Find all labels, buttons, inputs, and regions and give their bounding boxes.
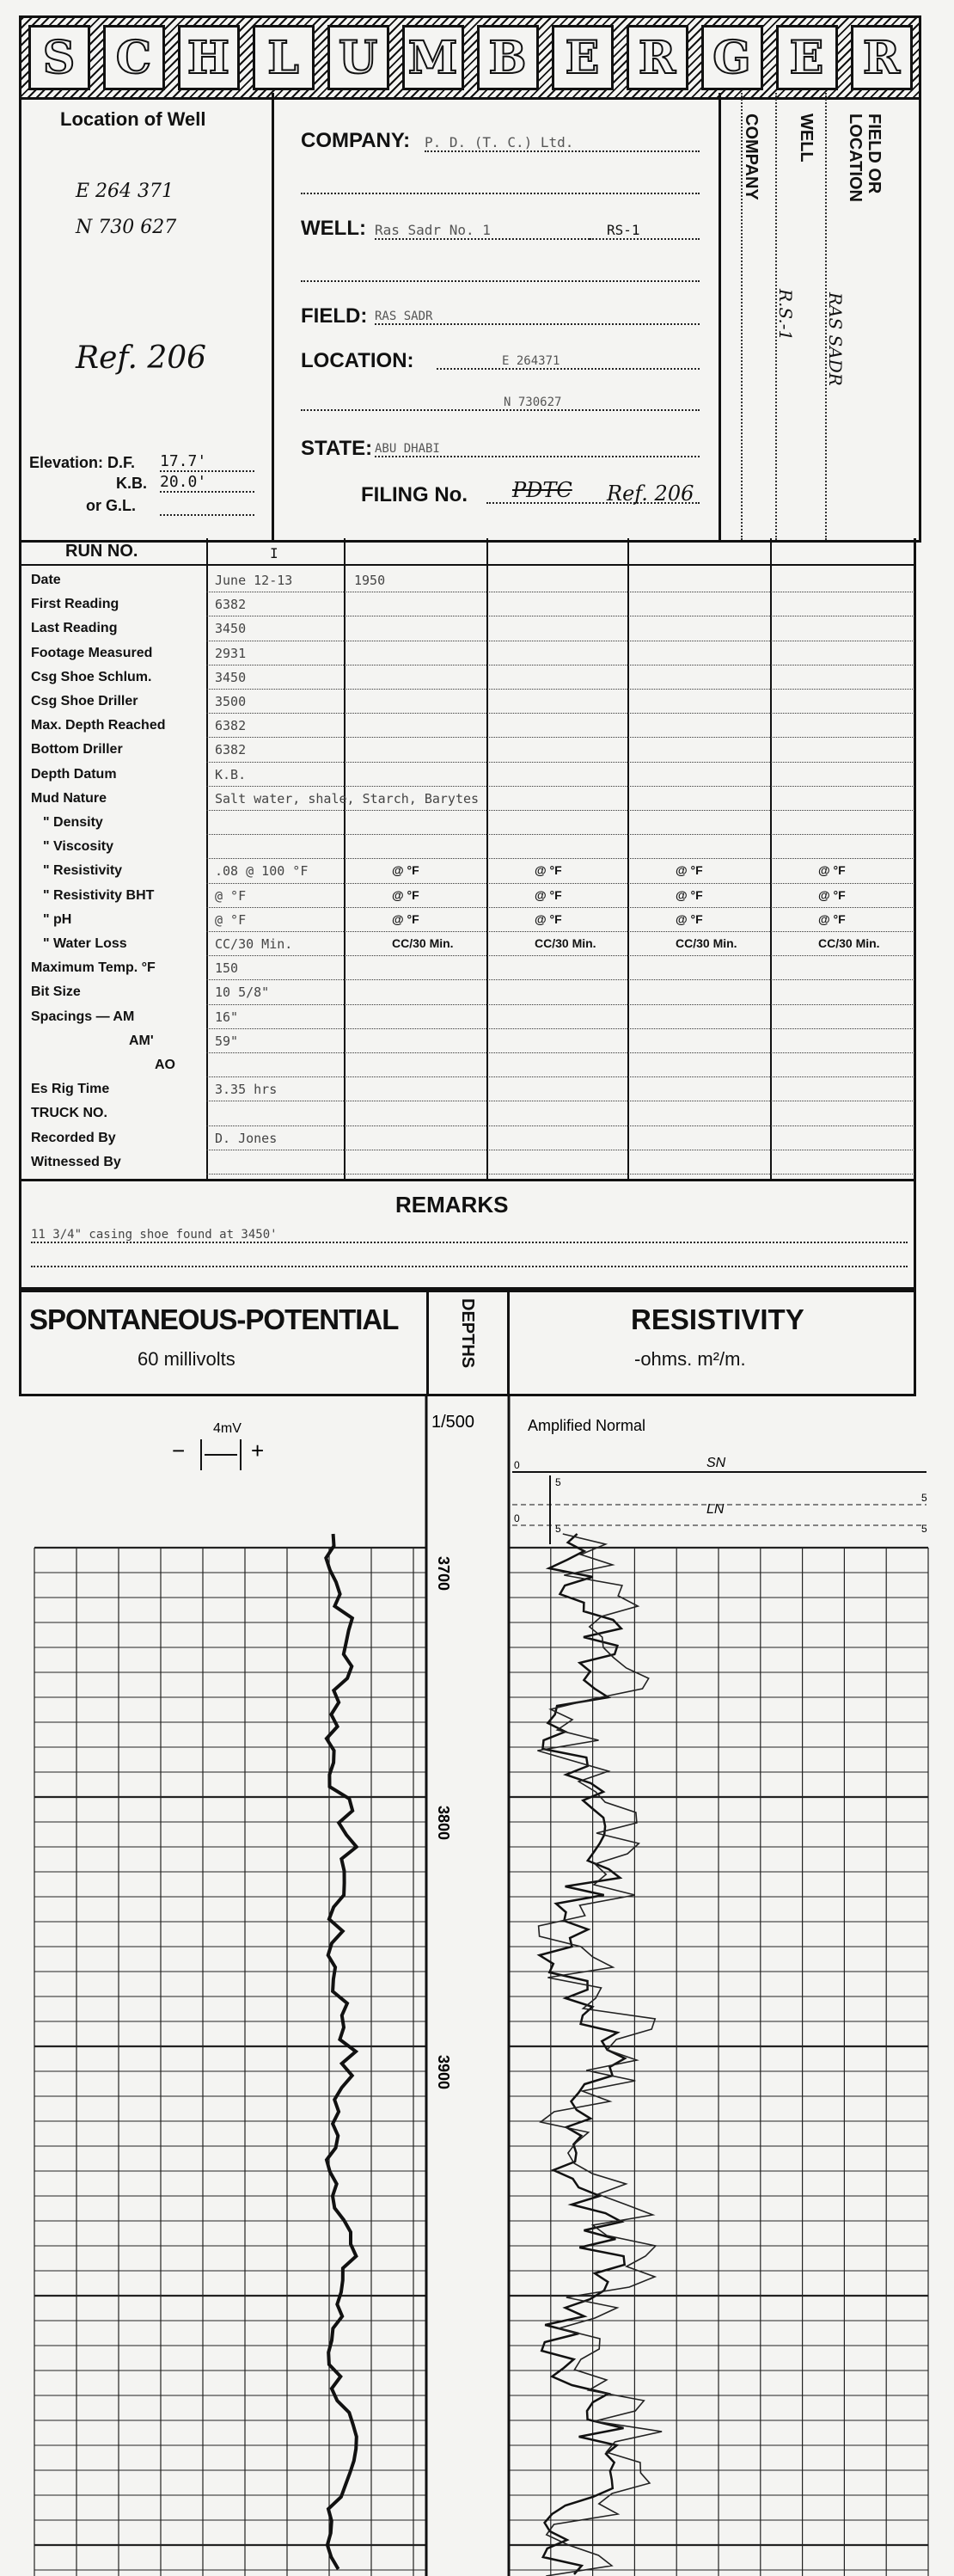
depths-title: DEPTHS xyxy=(458,1298,477,1369)
run-row-value: .08 @ 100 °F xyxy=(215,863,309,880)
coord-e: E 264 371 xyxy=(76,181,174,202)
well-value: Ras Sadr No. 1 xyxy=(375,222,590,240)
run-row-value: 6382 xyxy=(215,742,247,758)
sn-left: 0 xyxy=(514,1459,520,1471)
coord-n: N 730 627 xyxy=(76,217,177,238)
brand-banner xyxy=(19,15,921,100)
run-row-value: 3450 xyxy=(215,621,247,637)
elevation-kb: 20.0' xyxy=(160,473,254,493)
run-row-label: " Water Loss xyxy=(43,936,127,951)
well-label: WELL: xyxy=(301,217,366,240)
depth-label: 3700 xyxy=(435,1556,452,1592)
run-row-value: @ °F xyxy=(215,887,247,904)
brand-letter: B xyxy=(477,25,539,90)
brand-name xyxy=(21,18,919,97)
run-empty-cell: CC/30 Min. xyxy=(676,936,737,950)
sn-label: SN xyxy=(706,1456,726,1470)
run-row-label: " pH xyxy=(43,911,72,927)
run-row-label: " Resistivity BHT xyxy=(43,887,155,903)
depth-label: 3900 xyxy=(435,2055,452,2090)
sp-minus: − xyxy=(172,1438,186,1463)
run-row-label: First Reading xyxy=(31,597,119,612)
run-row-label: Recorded By xyxy=(31,1130,116,1145)
run-row-extra: 1950 xyxy=(354,573,386,588)
field-label: FIELD: xyxy=(301,304,368,328)
run-row-value: K.B. xyxy=(215,766,247,782)
run-empty-cell: @ °F xyxy=(818,887,846,902)
location-value-1: E 264371 xyxy=(437,354,700,370)
run-empty-cell: @ °F xyxy=(818,863,846,878)
run-row-value: 16" xyxy=(215,1009,239,1025)
log-grid xyxy=(34,1548,928,2576)
run-row-value: June 12-13 xyxy=(215,573,293,588)
company-value: P. D. (T. C.) Ltd. xyxy=(425,134,700,152)
run-row-label: " Resistivity xyxy=(43,863,123,879)
brand-letter: R xyxy=(851,25,913,90)
curve-title: Amplified Normal xyxy=(528,1417,646,1434)
run-row-label: Spacings — AM xyxy=(31,1009,135,1024)
run-empty-cell: @ °F xyxy=(392,863,419,878)
run-empty-cell: CC/30 Min. xyxy=(535,936,596,950)
run-row-label: Es Rig Time xyxy=(31,1082,110,1097)
side-well-label: WELL xyxy=(797,113,816,163)
run-no-label: RUN NO. xyxy=(65,542,138,561)
state-value: ABU DHABI xyxy=(375,442,700,457)
mv-label: 4mV xyxy=(213,1421,242,1436)
run-row-label: " Viscosity xyxy=(43,839,113,855)
run-row-value: 3450 xyxy=(215,669,247,685)
ln-curve xyxy=(540,1534,626,2574)
sn-mid: 5 xyxy=(555,1476,561,1488)
brand-letter: G xyxy=(701,25,763,90)
location-value-2: N 730627 xyxy=(301,396,700,411)
res-title: RESISTIVITY xyxy=(631,1303,804,1335)
ln-label: LN xyxy=(706,1502,725,1517)
run-row-label: TRUCK NO. xyxy=(31,1106,107,1121)
run-row-value: 6382 xyxy=(215,597,247,613)
run-row-label: Csg Shoe Driller xyxy=(31,694,138,708)
run-empty-cell: CC/30 Min. xyxy=(392,936,454,950)
sp-units: 60 millivolts xyxy=(138,1348,235,1370)
brand-letter: R xyxy=(627,25,688,90)
run-empty-cell: @ °F xyxy=(535,863,562,878)
sp-title: SPONTANEOUS-POTENTIAL xyxy=(29,1303,399,1335)
run-row-value: D. Jones xyxy=(215,1130,278,1146)
state-label: STATE: xyxy=(301,437,373,460)
run-empty-cell: @ °F xyxy=(392,911,419,926)
brand-letter: S xyxy=(28,25,90,90)
brand-letter: H xyxy=(178,25,240,90)
brand-letter: L xyxy=(253,25,315,90)
run-row-label: Footage Measured xyxy=(31,645,153,660)
run-row-label: Csg Shoe Schlum. xyxy=(31,669,152,684)
filing-struck: PDTC xyxy=(512,478,572,502)
run-row-value: 59" xyxy=(215,1033,239,1049)
field-value: RAS SADR xyxy=(375,310,700,325)
run-row-label: Maximum Temp. °F xyxy=(31,960,156,976)
brand-letter: U xyxy=(327,25,389,90)
brand-letter: E xyxy=(552,25,614,90)
brand-letter: E xyxy=(776,25,838,90)
run-row-value: CC/30 Min. xyxy=(215,936,293,952)
run-empty-cell: @ °F xyxy=(392,887,419,902)
filing-label: FILING No. xyxy=(361,483,468,506)
side-company-label: COMPANY xyxy=(742,113,761,200)
ln-left: 0 xyxy=(514,1512,520,1524)
run-row-value: 150 xyxy=(215,960,239,977)
elevation-label: Elevation: D.F. xyxy=(29,454,136,471)
run-row-label: Depth Datum xyxy=(31,766,117,782)
sp-curve xyxy=(326,1534,357,2569)
side-location-value: RAS SADR xyxy=(825,292,846,386)
run-row-label: AO xyxy=(155,1058,175,1072)
remarks-title: REMARKS xyxy=(395,1192,509,1217)
side-well-value: R.S.-1 xyxy=(775,289,796,341)
run-row-value: 6382 xyxy=(215,718,247,734)
brand-letter: C xyxy=(103,25,165,90)
res-units: -ohms. m²/m. xyxy=(634,1348,746,1370)
run-row-label: Mud Nature xyxy=(31,790,107,806)
run-row-label: Date xyxy=(31,573,61,587)
company-label: COMPANY: xyxy=(301,129,411,152)
run-row-value: 3.35 hrs xyxy=(215,1082,278,1098)
run-empty-cell: CC/30 Min. xyxy=(818,936,880,950)
gl-label: or G.L. xyxy=(86,497,136,514)
run-empty-cell: @ °F xyxy=(676,863,703,878)
run-row-value: 3500 xyxy=(215,694,247,709)
run-row-label: " Density xyxy=(43,815,103,830)
ln-mid: 5 xyxy=(555,1523,561,1535)
run-row-label: Bottom Driller xyxy=(31,742,123,757)
sp-plus: + xyxy=(251,1438,265,1463)
kb-label: K.B. xyxy=(116,475,147,492)
elevation-df: 17.7' xyxy=(160,452,254,472)
depth-scale: 1/500 xyxy=(431,1413,475,1432)
depth-label: 3800 xyxy=(435,1806,452,1841)
location-title: Location of Well xyxy=(60,108,206,130)
run-empty-cell: @ °F xyxy=(676,887,703,902)
run-row-value: @ °F xyxy=(215,911,247,928)
run-row-label: Last Reading xyxy=(31,621,118,636)
remarks-text: 11 3/4" casing shoe found at 3450' xyxy=(31,1228,908,1243)
run-row-value: Salt water, shale, Starch, Barytes xyxy=(215,790,480,807)
run-empty-cell: @ °F xyxy=(818,911,846,926)
run-row-value: 10 5/8" xyxy=(215,984,270,1001)
run-row-label: Max. Depth Reached xyxy=(31,718,166,733)
brand-letter: M xyxy=(402,25,464,90)
filing-ref: Ref. 206 xyxy=(607,481,694,506)
ref-number: Ref. 206 xyxy=(76,340,207,376)
run-empty-cell: @ °F xyxy=(676,911,703,926)
run-row-label: Witnessed By xyxy=(31,1154,121,1169)
side-field-label: FIELD OR LOCATION xyxy=(846,113,884,202)
run-empty-cell: @ °F xyxy=(535,887,562,902)
run-empty-cell: @ °F xyxy=(535,911,562,926)
run-table xyxy=(19,538,916,1181)
run-row-value: 2931 xyxy=(215,645,247,661)
run-no-value: I xyxy=(270,545,278,561)
well-code: RS-1 xyxy=(590,222,700,240)
sn-right: 5 xyxy=(921,1492,927,1504)
sn-curve xyxy=(537,1534,662,2576)
run-row-label: AM' xyxy=(129,1033,154,1048)
ln-right: 5 xyxy=(921,1523,927,1535)
run-row-label: Bit Size xyxy=(31,984,81,1000)
log-chart xyxy=(0,1396,954,2576)
location-label: LOCATION: xyxy=(301,349,414,372)
